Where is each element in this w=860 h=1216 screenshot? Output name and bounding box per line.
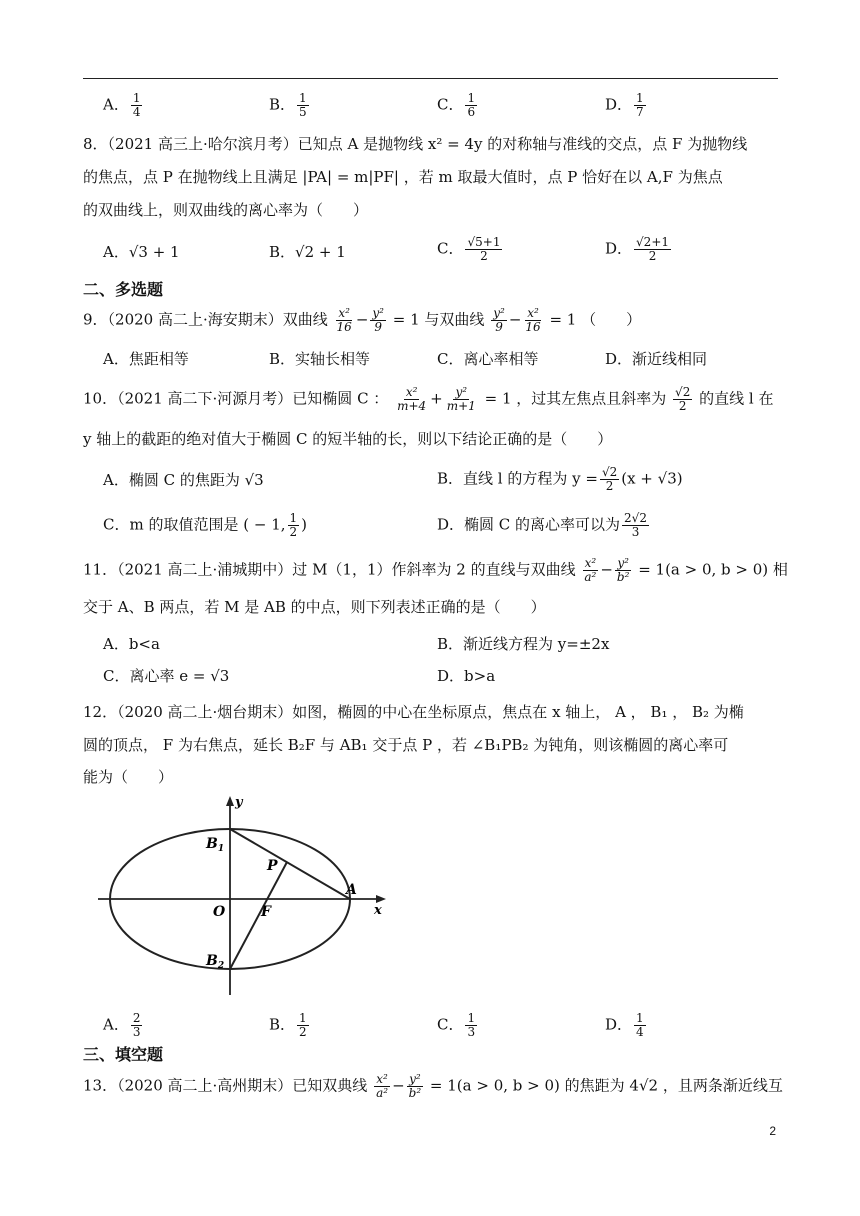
section-title-fill-in: 三、填空题 [83, 1045, 164, 1064]
x-axis-arrow [376, 895, 386, 903]
y-axis-arrow [226, 796, 234, 806]
label-a: A [346, 882, 357, 898]
q11-option-b: B．渐近线方程为 y=±2x [437, 635, 610, 653]
q10-line-1: 10．（2021 高二下·河源月考）已知椭圆 C ： $\frac{\text{x²}}{m+4}$ + $\frac{\text{y²}}{m+1}$ = 1 ，过其左焦点且斜率为 $\frac{√2}{2}$ 的直线 l 在 [83, 385, 774, 413]
q11-option-d: D．b>a [437, 667, 496, 685]
q11-option-a: A．b<a [103, 635, 160, 653]
q9-option-b: B．实轴长相等 [269, 350, 371, 368]
q12-line-2: 圆的顶点， F 为右焦点，延长 B₂F 与 AB₁ 交于点 P ，若 ∠B₁PB₂ 为钝角，则该椭圆的离心率可 [83, 736, 729, 754]
section-title-multiple-choice: 二、多选题 [83, 280, 164, 299]
q10-line-2: y 轴上的截距的绝对值大于椭圆 C 的短半轴的长，则以下结论正确的是（ ） [83, 430, 613, 448]
q10-option-c: C．m 的取值范围是 ( − 1, $\frac{1}{2}$ ) [103, 511, 308, 539]
q12-option-b: B． $\frac{1}{2}$ [269, 1011, 307, 1039]
q8-line-1: 8．（2021 高三上·哈尔滨月考）已知点 A 是抛物线 x² = 4y 的对称轴与准线的交点，点 F 为抛物线 [83, 135, 748, 153]
q8-option-a: A．√3 + 1 [103, 243, 180, 261]
q9-option-a: A．焦距相等 [103, 350, 189, 368]
q8-option-d: D． $\frac{√2+1}{2}$ [605, 235, 670, 263]
q7-option-a: A． $\frac{1}{4}$ [103, 91, 141, 119]
line-ab1 [230, 829, 350, 899]
label-b2: $B_2$ [206, 953, 225, 971]
label-o: O [213, 904, 226, 920]
q8-line-3: 的双曲线上，则双曲线的离心率为（ ） [83, 201, 369, 219]
q12-line-1: 12．（2020 高二上·烟台期末）如图，椭圆的中心在坐标原点，焦点在 x 轴上， A ， B₁ ， B₂ 为椭 [83, 703, 744, 721]
q11-option-c: C．离心率 e = √3 [103, 667, 230, 685]
label-f: F [261, 904, 271, 920]
page-number: 2 [769, 1124, 776, 1138]
q9-option-d: D．渐近线相同 [605, 350, 708, 368]
q9-line-1: 9．（2020 高二上·海安期末）双曲线 $\frac{\text{x²}}{16}$ − $\frac{\text{y²}}{9}$ = 1 与双曲线 $\frac{\text{y²}}{9}$ − $\frac{\text{x²}}{16}$ = 1 （ ） [83, 306, 642, 334]
q7-option-c: C． $\frac{1}{6}$ [437, 91, 476, 119]
q11-line-1: 11．（2021 高二上·浦城期中）过 M（1，1）作斜率为 2 的直线与双曲线 $\frac{\text{x²}}{\text{a²}}$ − $\frac{\text{y²}}{\text{b²}}$ = 1(a > 0, b > 0) 相 [83, 556, 788, 584]
y-axis-label: y [235, 795, 243, 810]
q12-line-3: 能为（ ） [83, 768, 174, 786]
q12-option-a: A． $\frac{2}{3}$ [103, 1011, 141, 1039]
label-b1: $B_1$ [206, 836, 225, 854]
q12-option-d: D． $\frac{1}{4}$ [605, 1011, 644, 1039]
q10-option-a: A．椭圆 C 的焦距为 √3 [103, 471, 264, 489]
q10-option-d: D．椭圆 C 的离心率可以为 $\frac{2√2}{3}$ [437, 511, 647, 539]
q8-option-c: C． $\frac{√5+1}{2}$ [437, 235, 501, 263]
q11-line-2: 交于 A、B 两点，若 M 是 AB 的中点，则下列表述正确的是（ ） [83, 598, 546, 616]
q8-option-b: B．√2 + 1 [269, 243, 346, 261]
q8-line-2: 的焦点，点 P 在抛物线上且满足 |PA| = m|PF| ，若 m 取最大值时，点 P 恰好在以 A,F 为焦点 [83, 168, 723, 186]
q12-option-c: C． $\frac{1}{3}$ [437, 1011, 476, 1039]
q13-line-1: 13．（2020 高二上·高州期末）已知双典线 $\frac{\text{x²}}{\text{a²}}$ − $\frac{\text{y²}}{\text{b²}}$ = 1(a > 0, b > 0) 的焦距为 4√2 ，且两条渐近线互 [83, 1072, 783, 1100]
ellipse-figure [98, 790, 398, 998]
q10-option-b: B．直线 l 的方程为 y = $\frac{√2}{2}$ (x + √3) [437, 465, 683, 493]
x-axis-label: x [374, 903, 382, 918]
line-b2p [230, 862, 287, 969]
label-p: P [267, 858, 278, 874]
header-rule [83, 78, 778, 79]
q9-option-c: C．离心率相等 [437, 350, 539, 368]
q7-option-d: D． $\frac{1}{7}$ [605, 91, 644, 119]
q7-option-b: B． $\frac{1}{5}$ [269, 91, 307, 119]
